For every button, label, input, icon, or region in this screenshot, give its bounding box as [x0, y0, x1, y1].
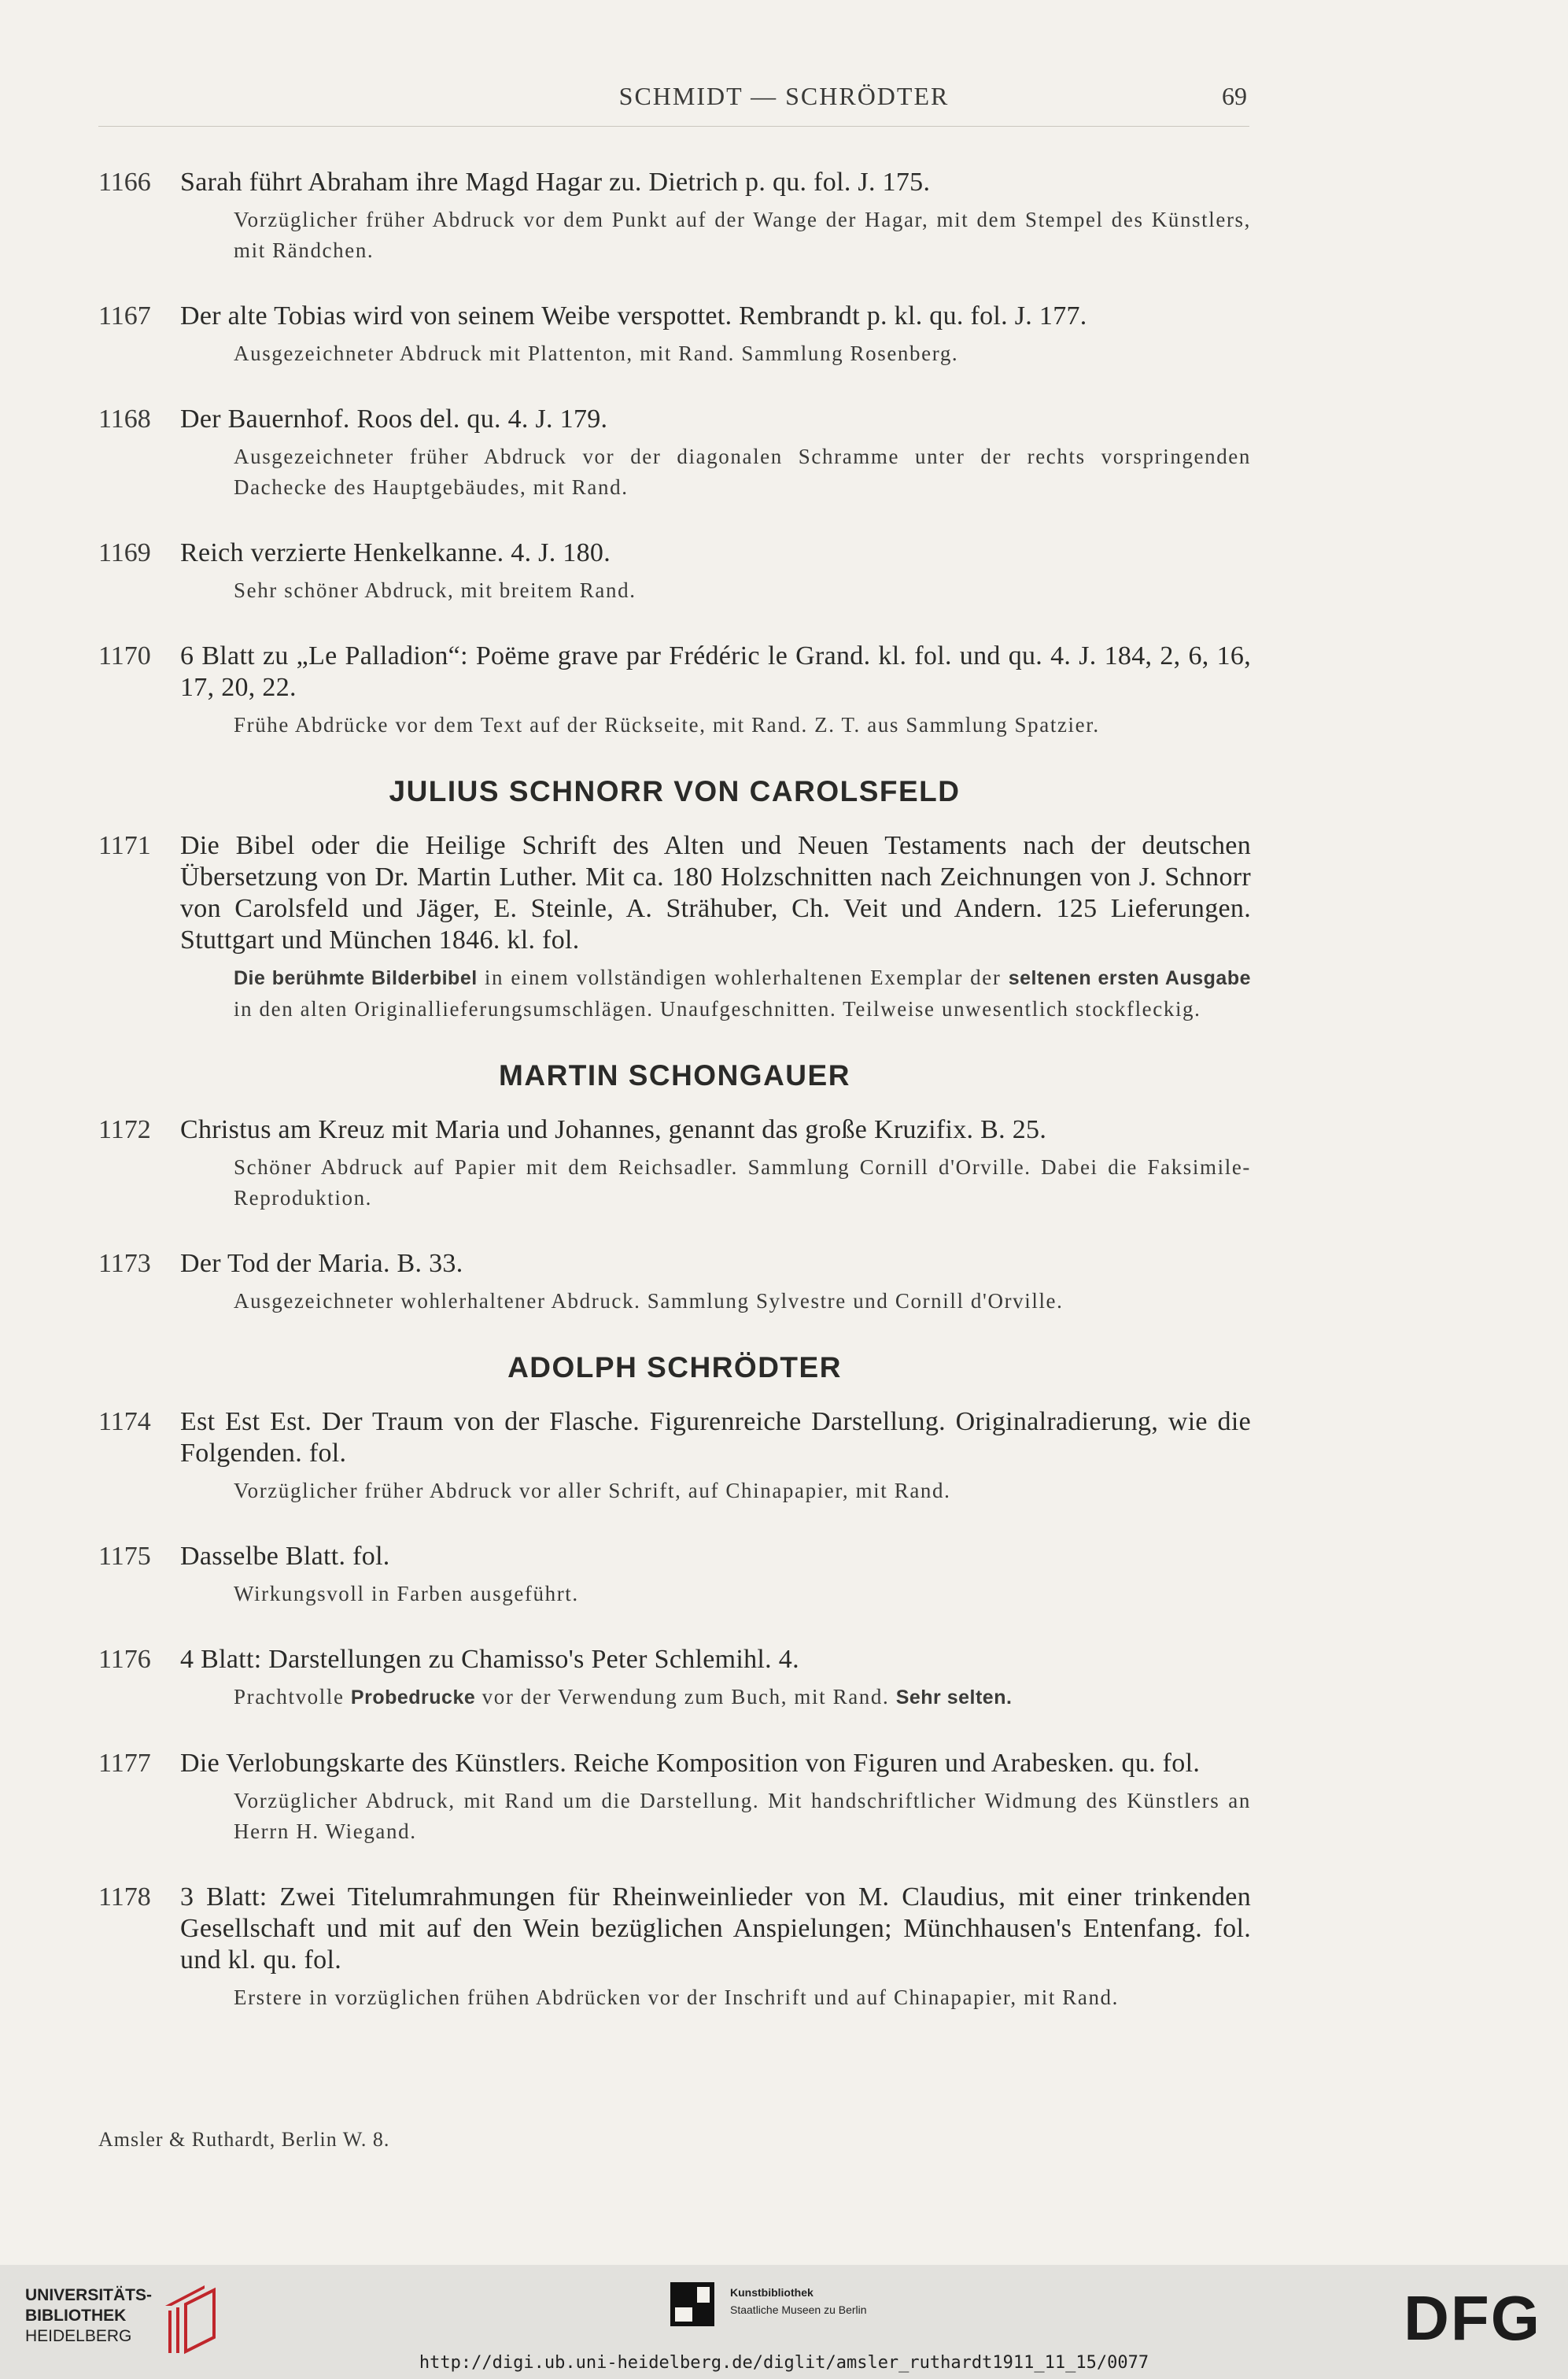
entry-number: 1173 [98, 1249, 151, 1278]
catalogue-content [98, 167, 1251, 2048]
section-heading-schongauer: MARTIN SCHONGAUER [499, 1059, 850, 1092]
kunstbibliothek-emblem-icon [670, 2282, 714, 2326]
entry-title: Est Est Est. Der Traum von der Flasche. Figurenreiche Darstellung. Originalradierung, wie die Folgenden. fol. [180, 1407, 1251, 1468]
ub-heidelberg-wordmark [25, 2285, 152, 2347]
digitization-footer [0, 2265, 1568, 2379]
note-text: in einem vollständigen wohlerhaltenen Exemplar der [477, 966, 1009, 989]
entry-number: 1172 [98, 1115, 151, 1144]
catalogue-entry-1170 [98, 641, 1251, 741]
entry-title: Der Bauernhof. Roos del. qu. 4. J. 179. [180, 405, 608, 434]
entry-note: Ausgezeichneter früher Abdruck vor der diagonalen Schramme unter der rechts vorspringenden Dachecke des Hauptgebäudes, mit Rand. [234, 445, 1251, 499]
entry-number: 1170 [98, 641, 151, 670]
entry-number: 1177 [98, 1749, 151, 1778]
entry-number: 1175 [98, 1542, 151, 1571]
note-emphasis: Sehr selten. [895, 1686, 1013, 1709]
note-text: vor der Verwendung zum Buch, mit Rand. [475, 1685, 896, 1709]
section-heading-schnorr: JULIUS SCHNORR VON CAROLSFELD [389, 775, 961, 807]
note-text: in den alten Originallieferungsumschlägen. Unaufgeschnitten. Teilweise unwesentlich stockfleckig. [234, 997, 1201, 1021]
entry-title: Sarah führt Abraham ihre Magd Hagar zu. Dietrich p. qu. fol. J. 175. [180, 168, 931, 197]
entry-number: 1166 [98, 168, 151, 197]
kunstbibliothek-wordmark [730, 2284, 867, 2318]
entry-note: Wirkungsvoll in Farben ausgeführt. [234, 1582, 579, 1605]
catalogue-entry-1175 [98, 1541, 1251, 1609]
entry-note [234, 1682, 1251, 1713]
entry-title: 4 Blatt: Darstellungen zu Chamisso's Peter Schlemihl. 4. [180, 1645, 799, 1674]
entry-note [234, 962, 1251, 1025]
entry-title: 3 Blatt: Zwei Titelumrahmungen für Rheinweinlieder von M. Claudius, mit einer trinkenden Gesellschaft und mit auf den Wein bezüglichen Anspielungen; Münchhausen's Entenfang. fol. und kl. qu. fol. [180, 1882, 1251, 1974]
entry-note: Erstere in vorzüglichen frühen Abdrücken vor der Inschrift und auf Chinapapier, mit Rand. [234, 1986, 1120, 2009]
entry-title: Die Bibel oder die Heilige Schrift des Alten und Neuen Testaments nach der deutschen Übersetzung von Dr. Martin Luther. Mit ca. 180 Holzschnitten nach Zeichnungen von J. Schnorr von Carolsfeld und Jäger, E. Steinle, A. Strähuber, Ch. Veit und Andern. 125 Lieferungen. Stuttgart und München 1846. kl. fol. [180, 831, 1251, 955]
entry-note: Sehr schöner Abdruck, mit breitem Rand. [234, 578, 636, 602]
kb-line-2: Staatliche Museen zu Berlin [730, 2303, 867, 2316]
catalogue-entry-1168 [98, 404, 1251, 503]
note-emphasis: Die berühmte Bilderbibel [234, 967, 478, 989]
ub-line-3: HEIDELBERG [25, 2327, 132, 2345]
entry-number: 1168 [98, 405, 151, 434]
permalink-url[interactable]: http://digi.ub.uni-heidelberg.de/diglit/amsler_ruthardt1911_11_15/0077 [419, 2353, 1149, 2373]
ub-heidelberg-logo[interactable] [25, 2281, 238, 2351]
catalogue-entry-1178 [98, 1882, 1251, 2013]
entry-number: 1178 [98, 1882, 151, 1912]
entry-note: Ausgezeichneter wohlerhaltener Abdruck. Sammlung Sylvestre und Cornill d'Orville. [234, 1289, 1064, 1313]
entry-title: Der alte Tobias wird von seinem Weibe verspottet. Rembrandt p. kl. qu. fol. J. 177. [180, 301, 1087, 331]
note-emphasis: seltenen ersten Ausgabe [1008, 967, 1252, 989]
note-emphasis: Probedrucke [350, 1686, 476, 1709]
entry-note: Vorzüglicher früher Abdruck vor dem Punkt auf der Wange der Hagar, mit dem Stempel des Künstlers, mit Rändchen. [234, 208, 1251, 262]
entry-note: Schöner Abdruck auf Papier mit dem Reichsadler. Sammlung Cornill d'Orville. Dabei die Faksimile-Reproduktion. [234, 1155, 1251, 1210]
catalogue-entry-1177 [98, 1748, 1251, 1847]
printer-imprint: Amsler & Ruthardt, Berlin W. 8. [98, 2128, 390, 2151]
entry-title: Der Tod der Maria. B. 33. [180, 1249, 463, 1278]
entry-number: 1174 [98, 1407, 151, 1436]
entry-note: Ausgezeichneter Abdruck mit Plattenton, mit Rand. Sammlung Rosenberg. [234, 342, 959, 365]
entry-note: Vorzüglicher früher Abdruck vor aller Schrift, auf Chinapapier, mit Rand. [234, 1479, 951, 1502]
note-text: Prachtvolle [234, 1685, 351, 1709]
kunstbibliothek-logo[interactable] [670, 2279, 922, 2334]
entry-number: 1169 [98, 538, 151, 567]
catalogue-entry-1176 [98, 1644, 1251, 1713]
catalogue-entry-1169 [98, 537, 1251, 606]
catalogue-entry-1166 [98, 167, 1251, 266]
dfg-logo[interactable]: DFG [1404, 2283, 1541, 2353]
catalogue-entry-1171 [98, 830, 1251, 1025]
catalogue-entry-1172 [98, 1114, 1251, 1214]
entry-number: 1167 [98, 301, 151, 331]
entry-title: Christus am Kreuz mit Maria und Johannes, genannt das große Kruzifix. B. 25. [180, 1115, 1047, 1144]
catalogue-entry-1167 [98, 301, 1251, 369]
entry-title: 6 Blatt zu „Le Palladion“: Poëme grave par Frédéric le Grand. kl. fol. und qu. 4. J. 184, 2, 6, 16, 17, 20, 22. [180, 641, 1251, 702]
ub-emblem-icon [159, 2281, 238, 2356]
catalogue-entry-1174 [98, 1406, 1251, 1506]
running-title: SCHMIDT — SCHRÖDTER [618, 82, 950, 110]
catalogue-entry-1173 [98, 1248, 1251, 1317]
entry-title: Dasselbe Blatt. fol. [180, 1542, 390, 1571]
entry-number: 1176 [98, 1645, 151, 1674]
ub-line-1: UNIVERSITÄTS- [25, 2286, 153, 2304]
running-head [0, 82, 1568, 116]
entry-title: Die Verlobungskarte des Künstlers. Reiche Komposition von Figuren und Arabesken. qu. fol. [180, 1749, 1201, 1778]
entry-note: Vorzüglicher Abdruck, mit Rand um die Darstellung. Mit handschriftlicher Widmung des Künstlers an Herrn H. Wiegand. [234, 1789, 1251, 1843]
section-heading-schroedter: ADOLPH SCHRÖDTER [507, 1351, 842, 1383]
entry-title: Reich verzierte Henkelkanne. 4. J. 180. [180, 538, 611, 567]
entry-note: Frühe Abdrücke vor dem Text auf der Rückseite, mit Rand. Z. T. aus Sammlung Spatzier. [234, 713, 1100, 737]
ub-line-2: BIBLIOTHEK [25, 2307, 127, 2325]
entry-number: 1171 [98, 831, 151, 860]
page-number: 69 [1222, 82, 1247, 110]
header-rule [98, 126, 1249, 127]
kb-line-1: Kunstbibliothek [730, 2286, 814, 2299]
